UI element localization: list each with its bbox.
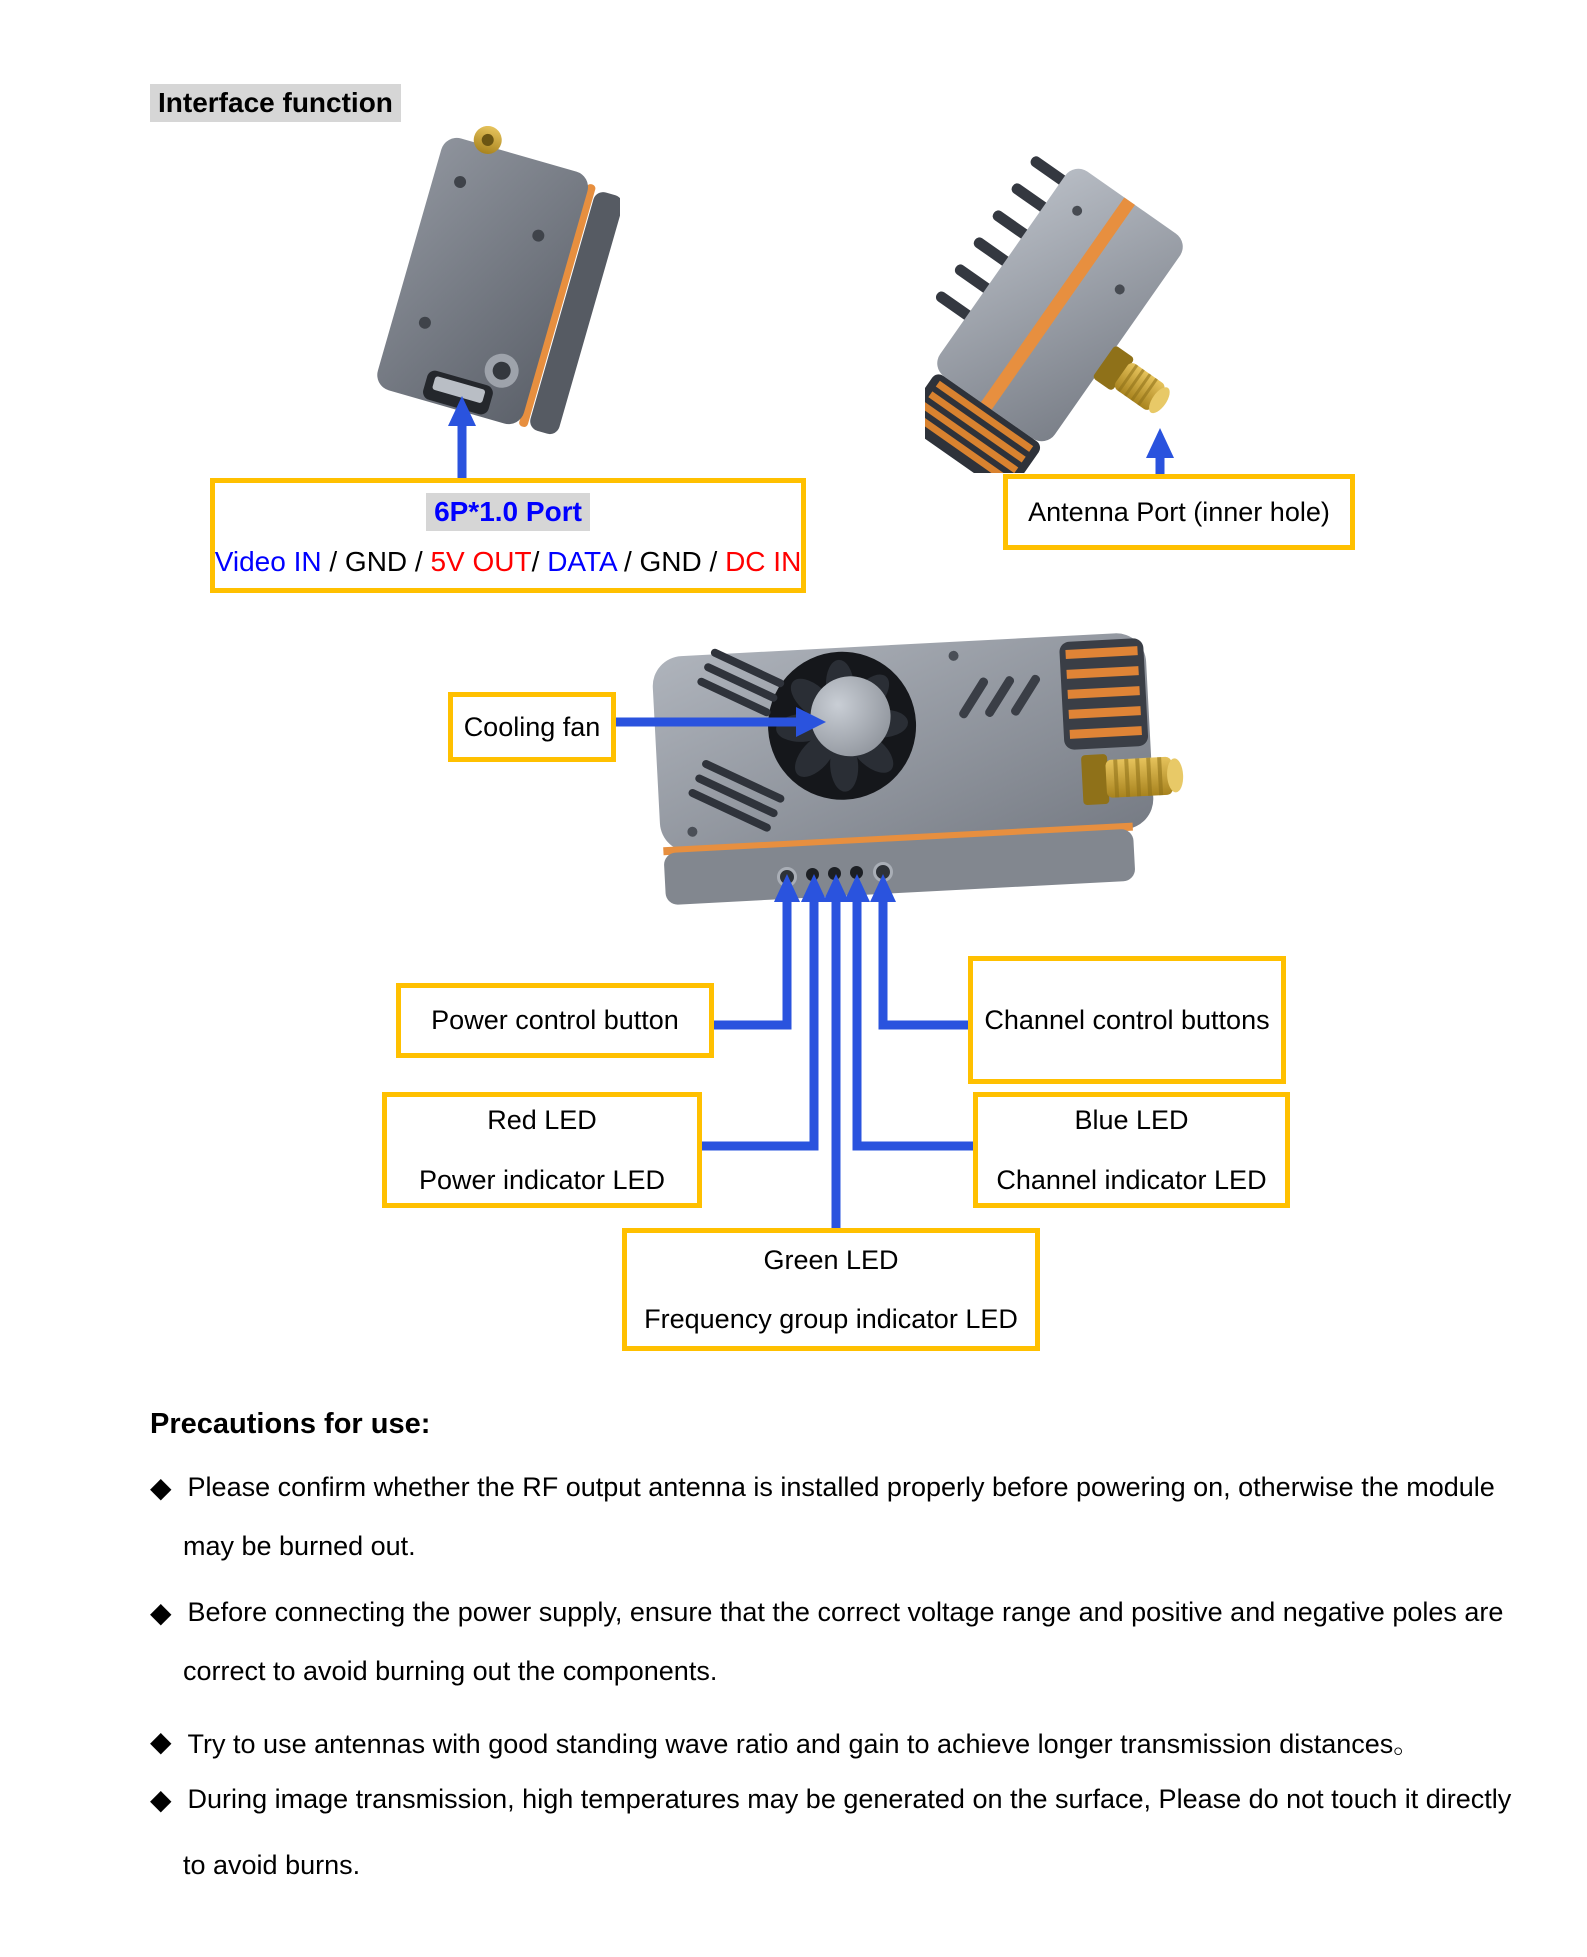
blue-led-line1: Blue LED (1074, 1105, 1189, 1136)
precautions-heading: Precautions for use: (150, 1408, 431, 1440)
precaution-item-3 (150, 1722, 1420, 1761)
blue-led-line2: Channel indicator LED (996, 1164, 1267, 1195)
transmitter-module-antenna-view-photo (925, 138, 1205, 473)
red-led-dot (806, 868, 819, 881)
precaution-4-line-1: During image transmission, high temperatures may be generated on the surface, Please do not touch it directly (187, 1784, 1512, 1814)
bullet-diamond-icon: ◆ (150, 1783, 172, 1815)
callout-channel-buttons (968, 956, 1286, 1084)
precaution-2-line-2: correct to avoid burning out the components. (183, 1656, 718, 1686)
callout-6p-port (210, 478, 806, 593)
red-led-line2: Power indicator LED (418, 1164, 666, 1195)
callout-antenna-port (1003, 474, 1355, 550)
pin-data: DATA (547, 545, 617, 577)
pin-sep-1: / GND / (329, 545, 431, 577)
heatsink-fins-right (1059, 638, 1149, 750)
module-body (651, 630, 1189, 905)
callout-power-button (396, 983, 714, 1058)
callout-blue-led (973, 1092, 1290, 1208)
callout-green-led (622, 1228, 1040, 1351)
pin-sep-3: / GND / (616, 545, 726, 577)
blue-led-dot (850, 866, 863, 879)
cooling-fan-label: Cooling fan (463, 711, 601, 742)
bullet-diamond-icon: ◆ (150, 1725, 172, 1757)
transmitter-module-bottom-view-photo (370, 126, 620, 466)
6p-pinout-line (215, 545, 802, 579)
red-led-line1: Red LED (487, 1105, 597, 1136)
arrow-red-led (702, 898, 814, 1146)
pin-dc-in: DC IN (725, 545, 802, 577)
green-led-line2: Frequency group indicator LED (644, 1304, 1018, 1334)
power-button-label: Power control button (431, 1005, 679, 1036)
precaution-item-4 (150, 1784, 1511, 1815)
precaution-item-1 (150, 1472, 1495, 1503)
green-led-line1: Green LED (763, 1244, 899, 1275)
power-button-dot (777, 867, 797, 887)
module-body (373, 126, 620, 438)
precaution-1-line-1: Please confirm whether the RF output antenna is installed properly before powering on, otherwise the module (187, 1472, 1495, 1502)
green-led-dot (828, 867, 841, 880)
channel-button-dot (873, 862, 893, 882)
pin-video-in: Video IN (214, 545, 330, 577)
bullet-diamond-icon: ◆ (150, 1596, 172, 1628)
precaution-item-2 (150, 1597, 1503, 1628)
precaution-2-line-1: Before connecting the power supply, ensure that the correct voltage range and positive and negative poles are (187, 1597, 1504, 1627)
bullet-diamond-icon: ◆ (150, 1471, 172, 1503)
precaution-4-line-2: to avoid burns. (183, 1850, 361, 1880)
precaution-1-line-2: may be burned out. (183, 1531, 416, 1561)
precaution-3-line-1: Try to use antennas with good standing wave ratio and gain to achieve longer transmission distances。 (187, 1729, 1421, 1759)
transmitter-module-top-view-photo (630, 630, 1200, 930)
6p-port-title: 6P*1.0 Port (426, 493, 590, 531)
callout-red-led (382, 1092, 702, 1208)
page-title: Interface function (150, 84, 401, 122)
arrow-blue-led (857, 898, 973, 1146)
channel-buttons-label: Channel control buttons (984, 1004, 1270, 1035)
pin-sep-2: / (531, 545, 548, 577)
module-body (925, 141, 1205, 473)
pin-5v-out: 5V OUT (430, 545, 532, 577)
callout-cooling-fan (448, 692, 616, 762)
antenna-port-label: Antenna Port (inner hole) (1028, 496, 1330, 527)
